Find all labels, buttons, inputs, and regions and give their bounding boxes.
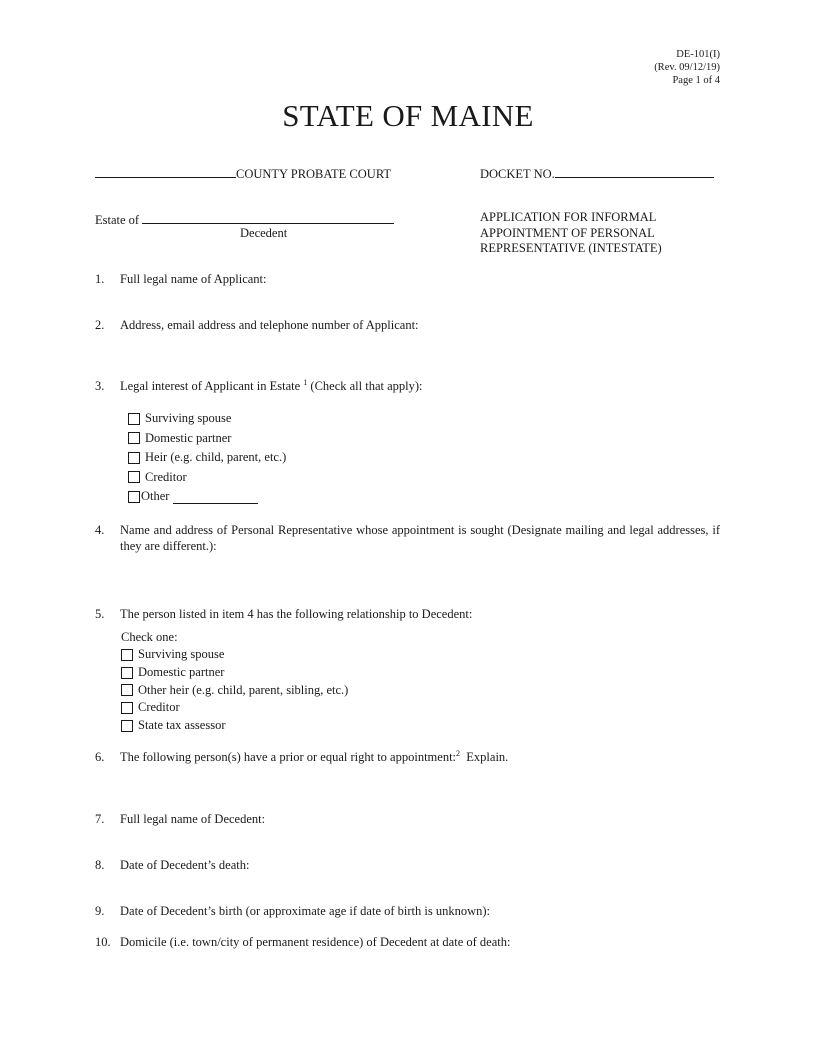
checkbox-option (128, 448, 286, 468)
item-text-a: Legal interest of Applicant in Estate (120, 379, 301, 393)
item-3 (95, 378, 720, 394)
checkbox-label: Other heir (e.g. child, parent, sibling, etc.) (138, 682, 349, 697)
item-number: 4. (95, 523, 105, 537)
item-number: 6. (95, 750, 105, 764)
checkbox-label: Creditor (145, 469, 187, 484)
item-number: 5. (95, 607, 105, 621)
docket-number-field[interactable] (555, 164, 714, 178)
form-identifier (654, 48, 720, 87)
checkbox-label: Heir (e.g. child, parent, etc.) (145, 450, 287, 464)
checkbox-label: Domestic partner (145, 430, 232, 445)
checkbox-label: Surviving spouse (138, 647, 225, 661)
application-title-line-1: APPLICATION FOR INFORMAL (480, 210, 657, 224)
item-number: 2. (95, 318, 105, 332)
checkbox-surviving-spouse[interactable] (128, 413, 140, 425)
checkbox-label: Domestic partner (138, 664, 225, 679)
item-text: Full legal name of Decedent: (120, 812, 266, 826)
checkbox-creditor[interactable] (128, 471, 140, 483)
item-text (120, 749, 720, 765)
checkbox-option (121, 717, 348, 735)
checkbox-option (121, 699, 348, 717)
item-text: Full legal name of Applicant: (120, 272, 267, 286)
estate-label: Estate of (95, 213, 140, 227)
county-probate-court (95, 164, 391, 182)
checkbox-option (128, 487, 286, 507)
item-1 (95, 271, 720, 287)
checkbox-option (121, 664, 348, 682)
checkbox-label: Other (141, 489, 170, 503)
checkbox-label: Creditor (138, 700, 180, 715)
item-text-b: (Check all that apply): (310, 379, 423, 393)
item-10 (95, 934, 720, 950)
item-7 (95, 811, 720, 827)
item-number: 1. (95, 272, 105, 286)
application-title (480, 210, 662, 257)
decedent-label: Decedent (240, 226, 288, 240)
item-text (120, 378, 720, 394)
docket-number (480, 164, 714, 182)
page-title: STATE OF MAINE (282, 98, 534, 133)
item-text: Name and address of Personal Representative whose appointment is sought (Designate mailing and legal addresses, if they are different.): (120, 523, 720, 553)
checkbox-option (128, 468, 286, 488)
page-number: Page 1 of 4 (672, 75, 720, 86)
item-6 (95, 749, 720, 765)
estate-name-field[interactable] (142, 210, 394, 224)
application-title-line-2: APPOINTMENT OF PERSONAL (480, 225, 655, 240)
item-text: Date of Decedent’s death: (120, 858, 250, 872)
county-label: COUNTY PROBATE COURT (236, 167, 392, 181)
checkbox-other[interactable] (128, 491, 140, 503)
checkbox-label: Surviving spouse (145, 411, 232, 425)
footnote-ref: 2 (456, 748, 461, 758)
checkbox-label: State tax assessor (138, 718, 226, 733)
checkbox-heir[interactable] (128, 452, 140, 464)
footnote-ref: 1 (303, 377, 308, 387)
checkbox-option (128, 429, 286, 449)
checkbox-option (121, 682, 348, 700)
item-number: 9. (95, 904, 105, 918)
other-specify-field[interactable] (173, 490, 258, 504)
check-one-label: Check one: (121, 630, 178, 644)
county-name-field[interactable] (95, 164, 236, 178)
applicant-interest-checklist (128, 409, 286, 507)
item-text: Domicile (i.e. town/city of permanent residence) of Decedent at date of death: (120, 935, 511, 949)
item-text: Address, email address and telephone number of Applicant: (120, 318, 419, 332)
item-text-a: The following person(s) have a prior or equal right to appointment: (120, 750, 457, 764)
form-number: DE-101(I) (676, 49, 720, 60)
form-revision: (Rev. 09/12/19) (654, 62, 720, 73)
checkbox-state-tax-assessor[interactable] (121, 720, 133, 732)
item-text: Date of Decedent’s birth (or approximate age if date of birth is unknown): (120, 904, 491, 918)
item-number: 3. (95, 379, 105, 393)
item-text: The person listed in item 4 has the following relationship to Decedent: (120, 607, 473, 621)
item-9 (95, 903, 720, 919)
item-2 (95, 317, 720, 333)
checkbox-option (121, 646, 348, 664)
checkbox-surviving-spouse[interactable] (121, 649, 133, 661)
item-number: 10. (95, 935, 111, 949)
item-8 (95, 857, 720, 873)
item-text-b: Explain. (466, 750, 509, 764)
checkbox-domestic-partner[interactable] (128, 432, 140, 444)
item-5 (95, 606, 720, 622)
checkbox-other-heir[interactable] (121, 684, 133, 696)
docket-label: DOCKET NO. (480, 167, 555, 181)
item-number: 7. (95, 812, 105, 826)
checkbox-option (128, 409, 286, 429)
checkbox-domestic-partner[interactable] (121, 667, 133, 679)
application-title-line-3: REPRESENTATIVE (INTESTATE) (480, 241, 662, 255)
item-number: 8. (95, 858, 105, 872)
checkbox-creditor[interactable] (121, 702, 133, 714)
item-4 (95, 522, 720, 554)
relationship-checklist (121, 646, 348, 735)
